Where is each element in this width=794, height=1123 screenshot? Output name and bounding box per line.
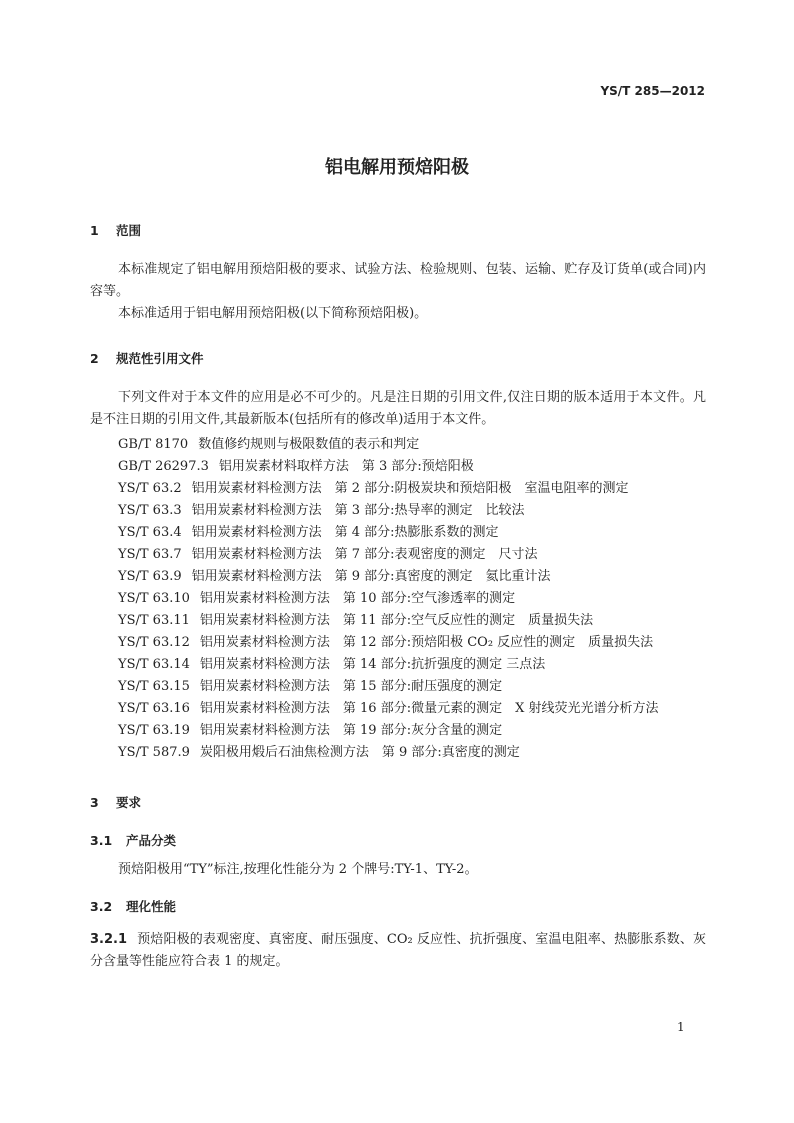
- section-3-2-heading: [90, 897, 176, 915]
- reference-item: [118, 609, 593, 628]
- reference-item: [118, 719, 502, 738]
- section-number: 3.1: [90, 833, 113, 848]
- scope-paragraph-2: 本标准适用于铝电解用预焙阳极(以下简称预焙阳极)。: [118, 306, 428, 321]
- section-number: 2: [90, 351, 99, 366]
- section-3-1-heading: [90, 831, 176, 849]
- reference-code: GB/T 8170: [118, 437, 189, 452]
- reference-item: [118, 543, 538, 562]
- reference-item: [118, 675, 502, 694]
- reference-item: [118, 499, 525, 518]
- reference-title: 铝用炭素材料检测方法 第 16 部分:微量元素的测定 X 射线荧光光谱分析方法: [199, 701, 659, 716]
- reference-item: [118, 697, 658, 716]
- reference-code: GB/T 26297.3: [118, 459, 209, 474]
- clause-3-2-1: [90, 929, 706, 973]
- reference-title: 铝用炭素材料检测方法 第 12 部分:预焙阳极 CO₂ 反应性的测定 质量损失法: [199, 635, 654, 650]
- reference-code: YS/T 63.19: [118, 723, 190, 738]
- standard-number: YS/T 285—2012: [600, 84, 705, 98]
- reference-item: [118, 631, 653, 650]
- section-title: 理化性能: [126, 899, 177, 914]
- scope-paragraph-1: 本标准规定了铝电解用预焙阳极的要求、试验方法、检验规则、包装、运输、贮存及订货单(或合同)内容等。: [90, 262, 706, 299]
- section-number: 3: [90, 795, 99, 810]
- reference-code: YS/T 63.10: [118, 591, 190, 606]
- reference-title: 铝用炭素材料检测方法 第 10 部分:空气渗透率的测定: [199, 591, 516, 606]
- section-title: 产品分类: [126, 833, 177, 848]
- reference-title: 数值修约规则与极限数值的表示和判定: [198, 437, 420, 452]
- reference-title: 铝用炭素材料检测方法 第 4 部分:热膨胀系数的测定: [191, 525, 499, 540]
- reference-title: 铝用炭素材料检测方法 第 19 部分:灰分含量的测定: [199, 723, 503, 738]
- section-title: 要求: [116, 795, 142, 810]
- reference-title: 铝用炭素材料检测方法 第 15 部分:耐压强度的测定: [199, 679, 503, 694]
- reference-code: YS/T 587.9: [118, 745, 190, 760]
- reference-item: [118, 477, 629, 496]
- reference-item: [118, 455, 474, 474]
- reference-code: YS/T 63.9: [118, 569, 182, 584]
- reference-title: 铝用炭素材料检测方法 第 9 部分:真密度的测定 氦比重计法: [191, 569, 551, 584]
- clause-number: 3.2.1: [90, 932, 128, 947]
- reference-code: YS/T 63.16: [118, 701, 190, 716]
- references-intro: 下列文件对于本文件的应用是必不可少的。凡是注日期的引用文件,仅注日期的版本适用于本文件。凡是不注日期的引用文件,其最新版本(包括所有的修改单)适用于本文件。: [90, 390, 706, 427]
- classification-text: 预焙阳极用“TY”标注,按理化性能分为 2 个牌号:TY-1、TY-2。: [118, 862, 478, 877]
- reference-item: [118, 587, 515, 606]
- section-title: 范围: [116, 223, 142, 238]
- reference-title: 铝用炭素材料检测方法 第 7 部分:表观密度的测定 尺寸法: [191, 547, 538, 562]
- reference-title: 铝用炭素材料检测方法 第 3 部分:热导率的测定 比较法: [191, 503, 525, 518]
- section-3-heading: [90, 793, 141, 811]
- reference-code: YS/T 63.15: [118, 679, 190, 694]
- reference-item: [118, 741, 520, 760]
- reference-item: [118, 653, 545, 672]
- section-2-heading: [90, 349, 204, 367]
- reference-item: [118, 565, 551, 584]
- reference-item: [118, 433, 419, 452]
- page-number: 1: [677, 1020, 685, 1034]
- section-number: 1: [90, 223, 99, 238]
- reference-code: YS/T 63.3: [118, 503, 182, 518]
- reference-title: 炭阳极用煅后石油焦检测方法 第 9 部分:真密度的测定: [199, 745, 520, 760]
- reference-code: YS/T 63.11: [118, 613, 190, 628]
- section-1-heading: [90, 221, 141, 239]
- document-title: 铝电解用预焙阳极: [325, 157, 469, 178]
- reference-code: YS/T 63.7: [118, 547, 182, 562]
- reference-title: 铝用炭素材料检测方法 第 11 部分:空气反应性的测定 质量损失法: [199, 613, 594, 628]
- reference-code: YS/T 63.4: [118, 525, 182, 540]
- section-number: 3.2: [90, 899, 113, 914]
- section-title: 规范性引用文件: [116, 351, 204, 366]
- reference-code: YS/T 63.2: [118, 481, 182, 496]
- reference-code: YS/T 63.14: [118, 657, 190, 672]
- reference-title: 铝用炭素材料检测方法 第 2 部分:阴极炭块和预焙阳极 室温电阻率的测定: [191, 481, 629, 496]
- reference-title: 铝用炭素材料检测方法 第 14 部分:抗折强度的测定 三点法: [199, 657, 546, 672]
- reference-item: [118, 521, 499, 540]
- clause-text: 预焙阳极的表观密度、真密度、耐压强度、CO₂ 反应性、抗折强度、室温电阻率、热膨胀系数、灰分含量等性能应符合表 1 的规定。: [90, 932, 706, 969]
- reference-title: 铝用炭素材料取样方法 第 3 部分:预焙阳极: [218, 459, 474, 474]
- reference-code: YS/T 63.12: [118, 635, 190, 650]
